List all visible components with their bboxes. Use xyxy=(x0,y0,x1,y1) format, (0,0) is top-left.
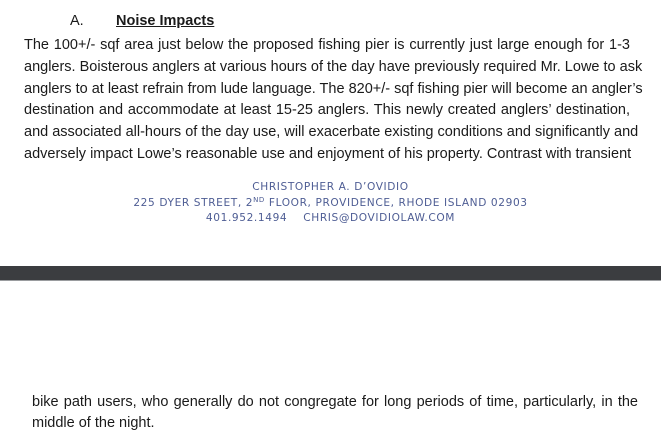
letterhead-name: CHRISTOPHER A. D’OVIDIO xyxy=(252,181,409,193)
paragraph-line: anglers to at least refrain from lude language. The 820+/- sqf fishing pier will become an angler’s xyxy=(24,80,643,97)
address-ordinal: ND xyxy=(253,195,265,204)
letterhead-email: CHRIS@DOVIDIOLAW.COM xyxy=(303,212,456,224)
address-street: 225 DYER STREET, 2 xyxy=(133,196,254,209)
noise-impacts-paragraph xyxy=(24,35,643,166)
section-heading xyxy=(70,11,214,31)
page-break-divider xyxy=(0,266,661,280)
letterhead-contact xyxy=(0,211,661,227)
address-city: FLOOR, PROVIDENCE, RHODE ISLAND 02903 xyxy=(264,196,528,209)
paragraph-line: and associated all-hours of the day use, will exacerbate existing conditions and significantly and xyxy=(24,124,639,141)
paragraph-line: anglers. Boisterous anglers at various hours of the day have previously required Mr. Lowe to ask xyxy=(24,58,643,75)
paragraph-line: The 100+/- sqf area just below the proposed fishing pier is currently just large enough for 1-3 xyxy=(24,37,630,53)
paragraph-line: destination and accommodate at least 15-25 anglers. This newly created anglers’ destination, xyxy=(24,102,630,119)
letterhead-address xyxy=(0,196,661,212)
paragraph-line: adversely impact Lowe’s reasonable use and enjoyment of his property. Contrast with transient xyxy=(24,145,632,162)
letterhead-phone: 401.952.1494 xyxy=(205,212,288,224)
letterhead-footer xyxy=(0,180,661,227)
paragraph-line: middle of the night. xyxy=(32,415,155,431)
paragraph-line: bike path users, who generally do not congregate for long periods of time, particularly, in the xyxy=(32,394,638,410)
continuation-paragraph xyxy=(32,392,638,434)
section-letter: A. xyxy=(70,13,84,29)
section-title: Noise Impacts xyxy=(116,13,215,29)
